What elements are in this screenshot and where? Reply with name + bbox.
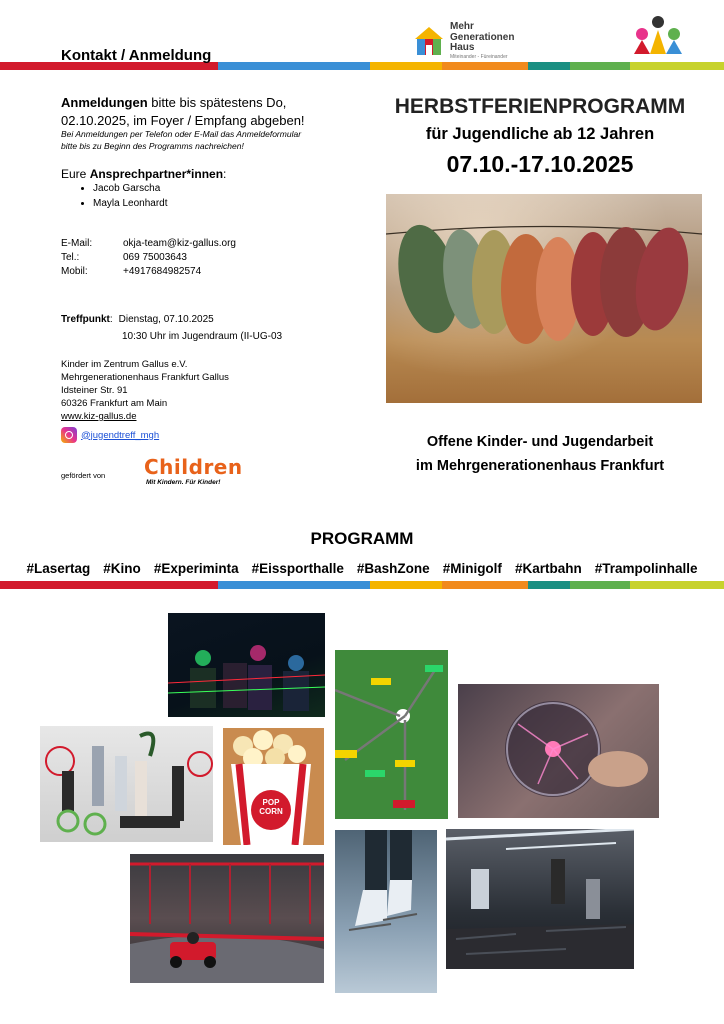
contact-person: • Jacob Garscha [93, 182, 168, 197]
contact-details [61, 237, 236, 279]
address-line: Kinder im Zentrum Gallus e.V. [61, 359, 188, 370]
page-title: Kontakt / Anmeldung [61, 47, 212, 64]
meeting-place: 10:30 Uhr im Jugendraum (II-UG-03 [122, 331, 283, 342]
hashtag-lasertag: #Lasertag [26, 561, 91, 576]
mgh-logo [412, 22, 522, 62]
popcorn-label-top: POP [262, 798, 280, 807]
meeting-date: Dienstag, 07.10.2025 [118, 314, 214, 325]
program-title: HERBSTFERIENPROGRAMM [394, 95, 686, 118]
address-block [61, 358, 229, 423]
meeting-colon: : [109, 314, 113, 325]
instagram-icon [61, 427, 77, 443]
popcorn-label-bottom: CORN [259, 807, 283, 816]
email-label: E-Mail: [61, 238, 93, 249]
program-subtitle: für Jugendliche ab 12 Jahren [425, 125, 655, 143]
logo-word-3: Haus [450, 42, 475, 53]
kartbahn-photo [130, 854, 324, 983]
hashtag-trampolinhalle: #Trampolinhalle [594, 561, 698, 576]
contacts-colon: : [223, 167, 227, 181]
hashtag-bashzone: #BashZone [356, 561, 430, 576]
registration-deadline: 02.10.2025, im Foyer / Empfang abgeben! [61, 113, 305, 128]
contacts-intro-bold: Ansprechpartner*innen [89, 167, 224, 181]
hashtag-kartbahn: #Kartbahn [514, 561, 582, 576]
hashtag-minigolf: #Minigolf [442, 561, 502, 576]
note-line-2: bitte bis zu Beginn des Programms nachreichen! [61, 140, 244, 151]
phone-label: Tel.: [61, 252, 80, 263]
hashtag-kino: #Kino [103, 561, 141, 576]
instagram-handle[interactable]: @jugendtreff_mgh [81, 429, 160, 441]
address-line: Mehrgenerationenhaus Frankfurt Gallus [61, 372, 229, 383]
note-line-1: Bei Anmeldungen per Telefon oder E-Mail das Anmeldeformular [61, 129, 302, 139]
meeting-block [61, 311, 282, 345]
sponsor-label: gefördert von [61, 471, 106, 480]
mobile-value[interactable]: +4917684982574 [123, 266, 202, 277]
trampoline-photo [446, 829, 634, 969]
registration-text: bitte bis spätestens Do, [147, 95, 287, 110]
hashtag-eissporthalle: #Eissporthalle [251, 561, 344, 576]
meeting-label: Treffpunkt [61, 314, 110, 325]
autumn-leaves-photo [386, 194, 702, 403]
program-heading: PROGRAMM [310, 529, 414, 548]
contact-list [61, 182, 168, 211]
website-link[interactable]: www.kiz-gallus.de [61, 411, 137, 422]
program-dates: 07.10.-17.10.2025 [446, 151, 634, 177]
registration-bold: Anmeldungen [61, 95, 148, 110]
children-logo [144, 455, 243, 486]
hashtag-experiminta: #Experiminta [153, 561, 239, 576]
org-line-1: Offene Kinder- und Jugendarbeit [426, 434, 654, 450]
hashtag-row [0, 561, 724, 576]
plasma-ball-photo [458, 684, 659, 818]
logo-word-1: Mehr [450, 21, 474, 32]
bashzone-photo [40, 726, 213, 842]
contact-person: • Mayla Leonhardt [93, 197, 168, 212]
registration-note [61, 129, 351, 152]
registration-block [61, 94, 341, 130]
ice-skating-photo [335, 830, 437, 993]
org-line-2: im Mehrgenerationenhaus Frankfurt [415, 458, 665, 474]
address-line: Idsteiner Str. 91 [61, 385, 128, 396]
house-icon [412, 24, 446, 58]
kiz-figures-logo [630, 14, 686, 58]
address-line: 60326 Frankfurt am Main [61, 398, 168, 409]
instagram-link[interactable] [61, 426, 159, 444]
mobile-label: Mobil: [61, 266, 88, 277]
contacts-intro: Eure [61, 167, 90, 181]
logo-word-2: Generationen [450, 31, 515, 43]
popcorn-photo [223, 728, 324, 845]
contacts-heading [61, 167, 226, 181]
children-slogan: Mit Kindern. Für Kinder! [146, 479, 221, 486]
lasertag-photo [168, 613, 325, 717]
minigolf-photo [335, 650, 448, 819]
phone-value[interactable]: 069 75003643 [123, 252, 187, 263]
email-value[interactable]: okja-team@kiz-gallus.org [123, 238, 236, 249]
logo-tagline: Miteinander - Füreinander [450, 54, 508, 60]
children-logo-text: Children [144, 455, 243, 479]
bottom-color-bar [0, 581, 724, 589]
